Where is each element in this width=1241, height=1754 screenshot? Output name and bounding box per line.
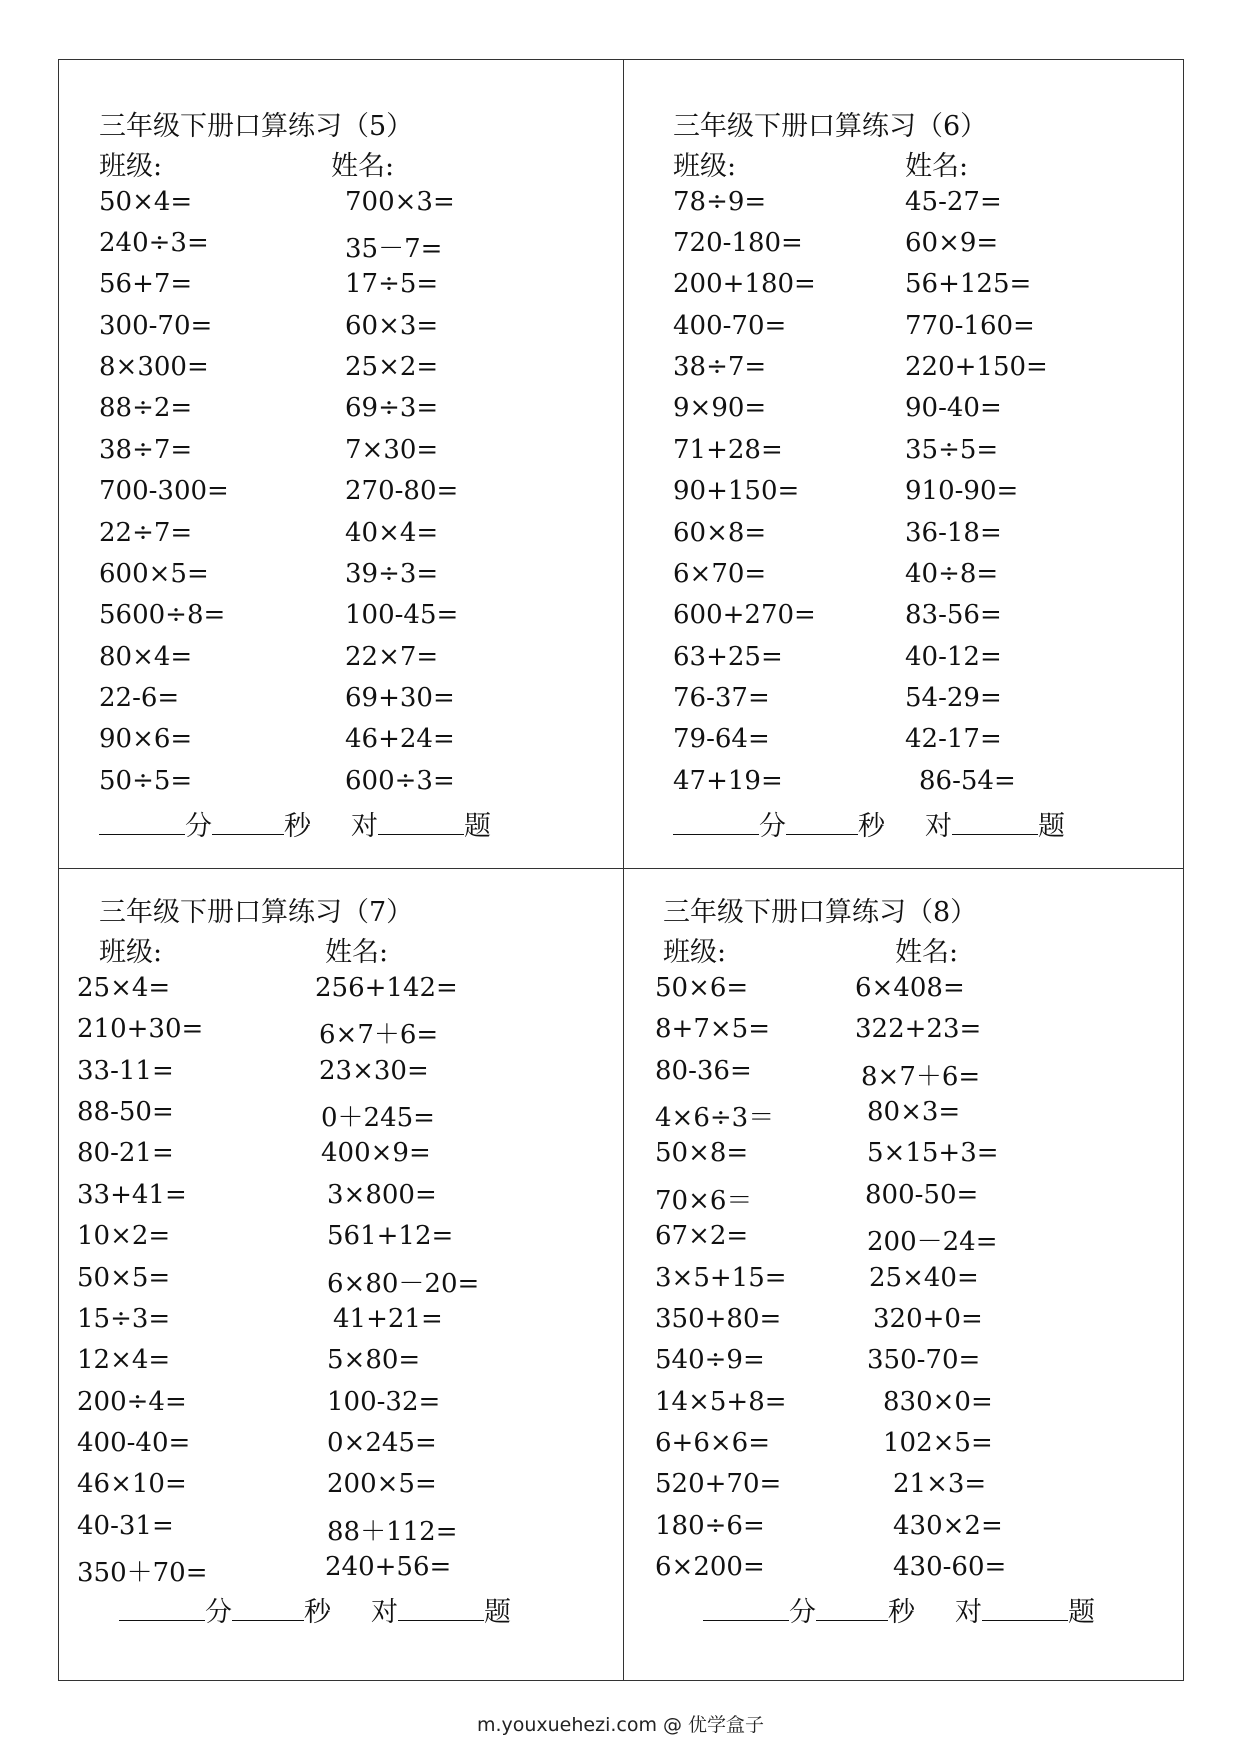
problem: 47+19=: [673, 766, 783, 796]
problem: 50×8=: [655, 1138, 749, 1168]
problem: 25×40=: [869, 1263, 979, 1293]
problem: 200+180=: [673, 269, 816, 299]
problem: 41+21=: [333, 1304, 443, 1334]
minutes-label: 分: [789, 1597, 816, 1628]
problem: 80×3=: [867, 1097, 961, 1127]
seconds-label: 秒: [858, 811, 885, 842]
problem: 102×5=: [883, 1428, 993, 1458]
problem: 79-64=: [673, 724, 770, 754]
problem: 5600÷8=: [99, 600, 226, 630]
problem: 88-50=: [77, 1097, 174, 1127]
problem: 6×7＋6=: [319, 1020, 439, 1050]
correct-blank[interactable]: [952, 812, 1038, 835]
correct-label: 对: [925, 811, 952, 842]
problem: 720-180=: [673, 228, 803, 258]
problem: 60×9=: [905, 228, 999, 258]
problem: 22×7=: [345, 642, 439, 672]
exercise-title: 三年级下册口算练习（7）: [99, 897, 414, 928]
problem: 38÷7=: [673, 352, 767, 382]
problem: 25×2=: [345, 352, 439, 382]
score-line: [119, 1590, 511, 1629]
problem: 9×90=: [673, 393, 767, 423]
problem: 86-54=: [919, 766, 1016, 796]
problem: 90×6=: [99, 724, 193, 754]
problem: 50×5=: [77, 1263, 171, 1293]
problem: 830×0=: [883, 1387, 993, 1417]
problem: 88＋112=: [327, 1517, 458, 1547]
name-label: 姓名:: [905, 151, 969, 182]
problem: 10×2=: [77, 1221, 171, 1251]
problem: 6×408=: [855, 973, 965, 1003]
correct-label: 对: [371, 1597, 398, 1628]
correct-blank[interactable]: [378, 812, 464, 835]
questions-label: 题: [1068, 1597, 1095, 1628]
problem: 56+7=: [99, 269, 193, 299]
exercise-title: 三年级下册口算练习（8）: [663, 897, 978, 928]
problem: 6×70=: [673, 559, 767, 589]
problem: 40-12=: [905, 642, 1002, 672]
minutes-blank[interactable]: [119, 1598, 205, 1621]
problem: 22÷7=: [99, 518, 193, 548]
worksheet-grid: [58, 59, 1184, 1681]
problem: 7×30=: [345, 435, 439, 465]
problem: 60×8=: [673, 518, 767, 548]
problem: 3×800=: [327, 1180, 437, 1210]
class-label: 班级:: [663, 937, 727, 968]
minutes-label: 分: [759, 811, 786, 842]
correct-label: 对: [955, 1597, 982, 1628]
minutes-label: 分: [205, 1597, 232, 1628]
problem: 39÷3=: [345, 559, 439, 589]
correct-blank[interactable]: [398, 1598, 484, 1621]
problem: 100-32=: [327, 1387, 441, 1417]
problem: 210+30=: [77, 1014, 204, 1044]
problem: 46×10=: [77, 1469, 187, 1499]
questions-label: 题: [464, 811, 491, 842]
class-label: 班级:: [99, 151, 163, 182]
score-line: [673, 804, 1065, 843]
problem: 42-17=: [905, 724, 1002, 754]
problem: 35－7=: [345, 234, 443, 264]
problem: 5×80=: [327, 1345, 421, 1375]
problem: 0＋245=: [321, 1103, 435, 1133]
correct-label: 对: [351, 811, 378, 842]
problem: 8×7＋6=: [861, 1062, 981, 1092]
problem: 800-50=: [865, 1180, 979, 1210]
problem: 220+150=: [905, 352, 1048, 382]
problem: 23×30=: [319, 1056, 429, 1086]
problem: 6×200=: [655, 1552, 765, 1582]
problem: 8×300=: [99, 352, 209, 382]
problem: 200×5=: [327, 1469, 437, 1499]
problem: 50÷5=: [99, 766, 193, 796]
problem: 21×3=: [893, 1469, 987, 1499]
problem: 320+0=: [873, 1304, 983, 1334]
correct-blank[interactable]: [982, 1598, 1068, 1621]
problem: 76-37=: [673, 683, 770, 713]
name-label: 姓名:: [895, 937, 959, 968]
seconds-blank[interactable]: [816, 1598, 888, 1621]
problem: 240+56=: [325, 1552, 452, 1582]
problem: 600+270=: [673, 600, 816, 630]
problem: 69÷3=: [345, 393, 439, 423]
problem: 88÷2=: [99, 393, 193, 423]
problem: 54-29=: [905, 683, 1002, 713]
problem: 12×4=: [77, 1345, 171, 1375]
seconds-blank[interactable]: [786, 812, 858, 835]
problem: 300-70=: [99, 311, 213, 341]
problem: 6+6×6=: [655, 1428, 770, 1458]
problem: 350-70=: [867, 1345, 981, 1375]
problem: 60×3=: [345, 311, 439, 341]
problem: 770-160=: [905, 311, 1035, 341]
problem: 80×4=: [99, 642, 193, 672]
problem: 90-40=: [905, 393, 1002, 423]
problem: 100-45=: [345, 600, 459, 630]
problem: 6×80－20=: [327, 1269, 480, 1299]
minutes-label: 分: [185, 811, 212, 842]
problem: 600×5=: [99, 559, 209, 589]
problem: 56+125=: [905, 269, 1032, 299]
problem: 430×2=: [893, 1511, 1003, 1541]
vertical-divider: [623, 60, 624, 1680]
minutes-blank[interactable]: [99, 812, 185, 835]
problem: 14×5+8=: [655, 1387, 787, 1417]
problem: 910-90=: [905, 476, 1019, 506]
problem: 270-80=: [345, 476, 459, 506]
score-line: [99, 804, 491, 843]
problem: 561+12=: [327, 1221, 454, 1251]
score-line: [703, 1590, 1095, 1629]
problem: 67×2=: [655, 1221, 749, 1251]
problem: 78÷9=: [673, 187, 767, 217]
problem: 80-21=: [77, 1138, 174, 1168]
problem: 700-300=: [99, 476, 229, 506]
problem: 400-40=: [77, 1428, 191, 1458]
problem: 80-36=: [655, 1056, 752, 1086]
problem: 4×6÷3＝: [655, 1103, 775, 1133]
problem: 40×4=: [345, 518, 439, 548]
problem: 90+150=: [673, 476, 800, 506]
horizontal-divider: [59, 868, 1183, 869]
questions-label: 题: [1038, 811, 1065, 842]
seconds-blank[interactable]: [232, 1598, 304, 1621]
minutes-blank[interactable]: [673, 812, 759, 835]
problem: 38÷7=: [99, 435, 193, 465]
name-label: 姓名:: [325, 937, 389, 968]
exercise-title: 三年级下册口算练习（6）: [673, 111, 988, 142]
problem: 5×15+3=: [867, 1138, 999, 1168]
problem: 600÷3=: [345, 766, 455, 796]
problem: 400-70=: [673, 311, 787, 341]
problem: 63+25=: [673, 642, 783, 672]
problem: 700×3=: [345, 187, 455, 217]
problem: 50×4=: [99, 187, 193, 217]
problem: 540÷9=: [655, 1345, 765, 1375]
problem: 69+30=: [345, 683, 455, 713]
minutes-blank[interactable]: [703, 1598, 789, 1621]
seconds-label: 秒: [888, 1597, 915, 1628]
problem: 400×9=: [321, 1138, 431, 1168]
problem: 256+142=: [315, 973, 458, 1003]
problem: 22-6=: [99, 683, 180, 713]
name-label: 姓名:: [331, 151, 395, 182]
problem: 71+28=: [673, 435, 783, 465]
problem: 35÷5=: [905, 435, 999, 465]
problem: 240÷3=: [99, 228, 209, 258]
problem: 33-11=: [77, 1056, 174, 1086]
problem: 83-56=: [905, 600, 1002, 630]
problem: 15÷3=: [77, 1304, 171, 1334]
problem: 25×4=: [77, 973, 171, 1003]
problem: 46+24=: [345, 724, 455, 754]
problem: 36-18=: [905, 518, 1002, 548]
class-label: 班级:: [673, 151, 737, 182]
problem: 8+7×5=: [655, 1014, 770, 1044]
seconds-label: 秒: [304, 1597, 331, 1628]
problem: 70×6＝: [655, 1186, 753, 1216]
problem: 33+41=: [77, 1180, 187, 1210]
problem: 200－24=: [867, 1227, 998, 1257]
problem: 180÷6=: [655, 1511, 765, 1541]
problem: 520+70=: [655, 1469, 782, 1499]
problem: 50×6=: [655, 973, 749, 1003]
problem: 430-60=: [893, 1552, 1007, 1582]
questions-label: 题: [484, 1597, 511, 1628]
seconds-blank[interactable]: [212, 812, 284, 835]
problem: 17÷5=: [345, 269, 439, 299]
seconds-label: 秒: [284, 811, 311, 842]
page-footer[interactable]: m.youxuehezi.com @ 优学盒子: [476, 1714, 765, 1736]
problem: 40-31=: [77, 1511, 174, 1541]
exercise-title: 三年级下册口算练习（5）: [99, 111, 414, 142]
problem: 350+80=: [655, 1304, 782, 1334]
problem: 200÷4=: [77, 1387, 187, 1417]
problem: 3×5+15=: [655, 1263, 787, 1293]
problem: 322+23=: [855, 1014, 982, 1044]
problem: 0×245=: [327, 1428, 437, 1458]
class-label: 班级:: [99, 937, 163, 968]
problem: 45-27=: [905, 187, 1002, 217]
problem: 40÷8=: [905, 559, 999, 589]
problem: 350＋70=: [77, 1558, 208, 1588]
